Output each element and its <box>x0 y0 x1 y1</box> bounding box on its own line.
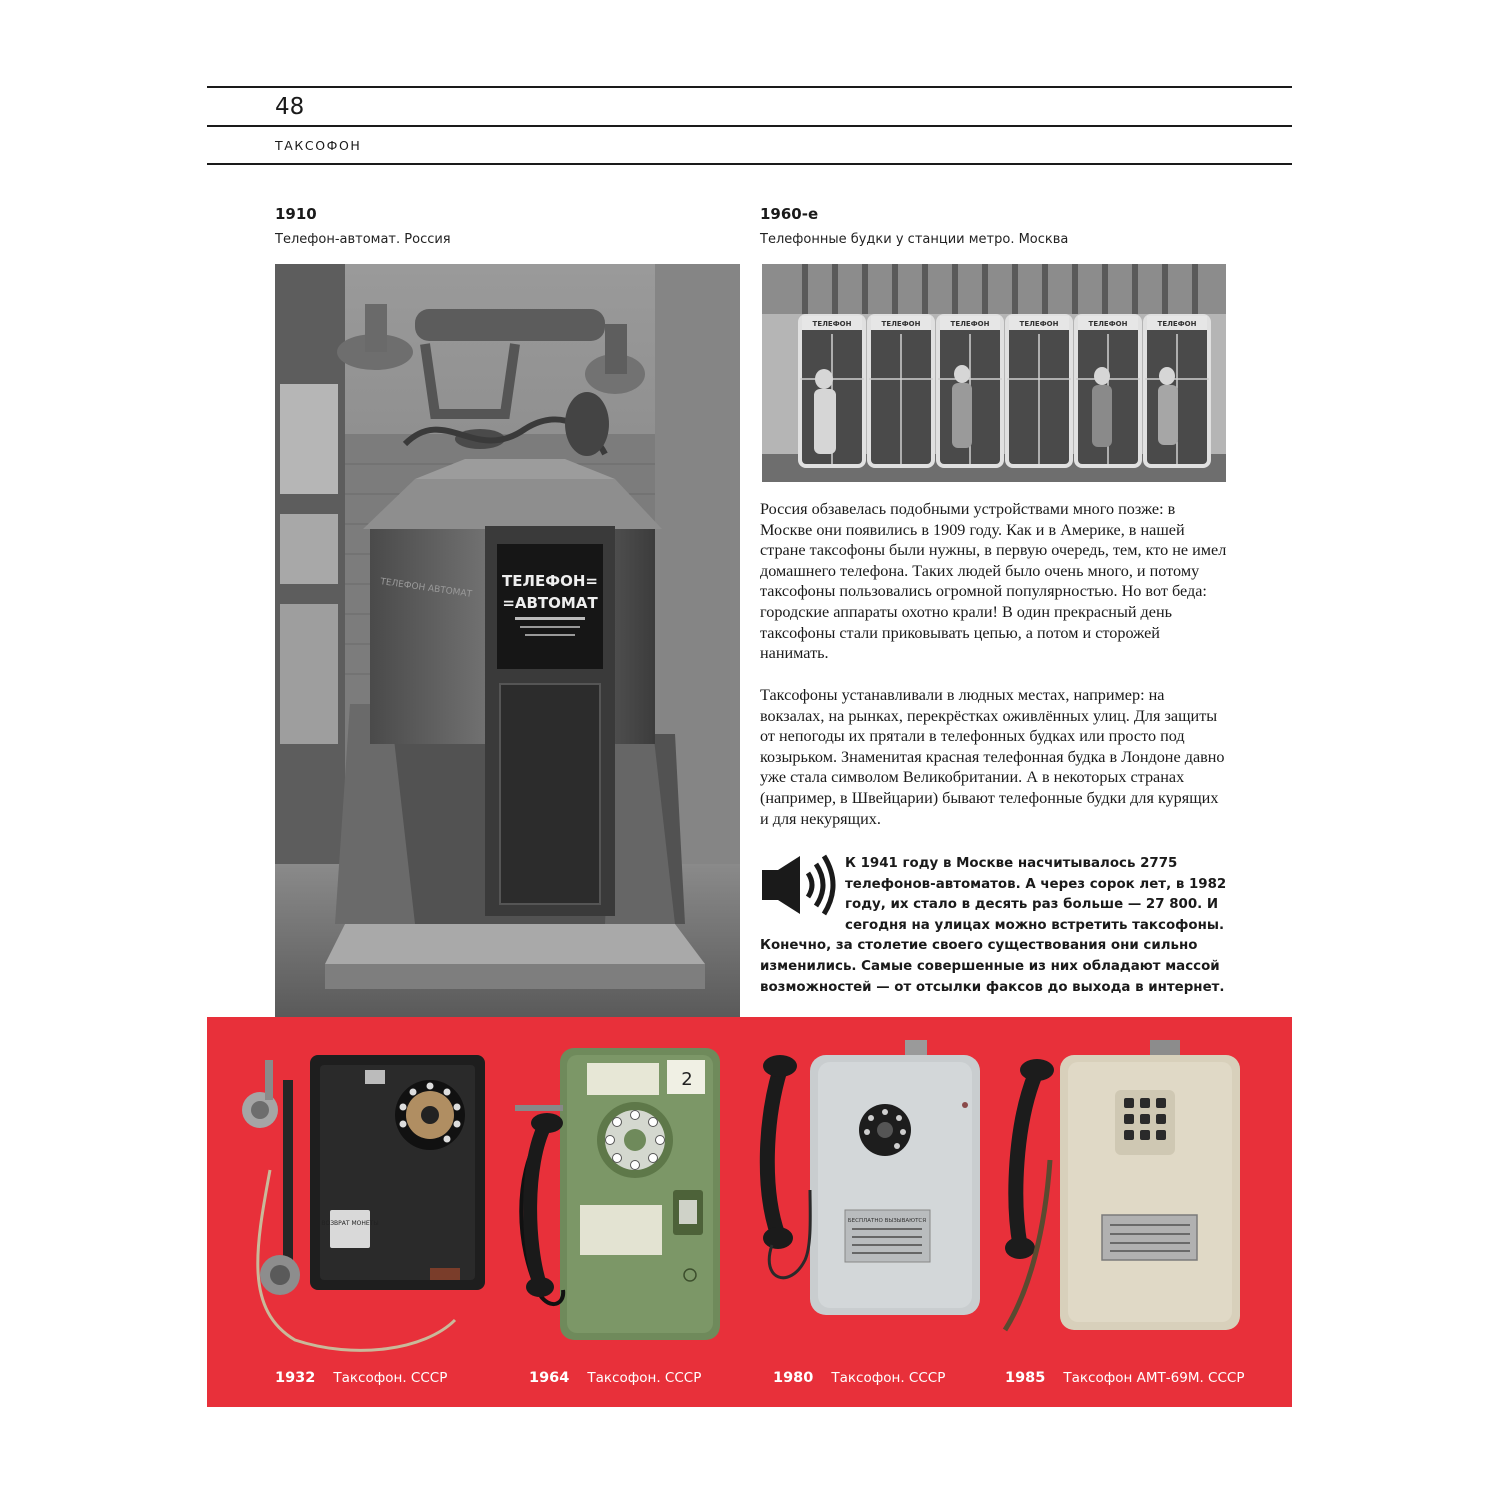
phone-1932-image <box>235 1050 495 1364</box>
phone-1932-caption <box>275 1369 447 1387</box>
phone-1980-image <box>750 1040 995 1334</box>
phone-1985-caption <box>1005 1369 1244 1387</box>
booth-label-5: ТЕЛЕФОН <box>1088 320 1128 328</box>
paragraph-locations: Таксофоны устанавливали в людных местах, например: на вокзалах, на рынках, перекрёстках оживлённых улиц. Для защиты от непогоды их прятали в телефонных будках или просто под козырьком. Знаменитая красная телефонная будка в Лондоне давно уже стала символом Великобритании. А в некоторых странах (например, в Швейцарии) бывают телефонные будки для курящих и для некурящих. <box>760 686 1225 828</box>
kiosk-sign-line1: ТЕЛЕФОН= <box>502 572 598 590</box>
phone-1985-year: 1985 <box>1005 1370 1046 1386</box>
booth-label-2: ТЕЛЕФОН <box>881 320 921 328</box>
fact-paragraph <box>760 854 1230 998</box>
phone-1980-caption <box>773 1369 945 1387</box>
photo-1960s-phone-booths <box>762 264 1226 482</box>
section-title: ТАКСОФОН <box>275 138 362 153</box>
left-photo-year: 1910 <box>275 205 317 223</box>
phone-1964-caption <box>529 1369 701 1387</box>
left-photo-caption: Телефон-автомат. Россия <box>275 232 451 247</box>
booth-label-4: ТЕЛЕФОН <box>1019 320 1059 328</box>
paragraph-history: Россия обзавелась подобными устройствами много позже: в Москве они появились в 1909 году. Как и в Америке, в нашей стране таксофоны были нужны, в первую очередь, тем, кто не имел домашнего телефона. Таких людей было очень много, и потому таксофоны пользовались огромной популярностью. Но вот беда: городские аппараты охотно крали! В один прекрасный день таксофоны стали приковывать цепью, а потом и сторожей нанимать. <box>760 500 1227 663</box>
booth-label-3: ТЕЛЕФОН <box>950 320 990 328</box>
fact-icon-spacer <box>760 854 845 916</box>
phone-1964-image <box>505 1045 725 1349</box>
page-number: 48 <box>275 94 305 120</box>
section-rule <box>207 163 1292 165</box>
phone-1985-label: Таксофон АМТ-69М. СССР <box>1063 1370 1245 1386</box>
fact-text: К 1941 году в Москве насчитывалось 2775 телефонов-автоматов. А через сорок лет, в 1982 году, их стало в десять раз больше — 27 800. И сегодня на улицах можно встретить таксофоны. Конечно, за столетие своего существования они сильно изменились. Самые совершенные из них обладают массой возможностей — от отсылки факсов до выхода в интернет. <box>760 856 1227 995</box>
booth-label-1: ТЕЛЕФОН <box>812 320 852 328</box>
phone-1980-plate: БЕСПЛАТНО ВЫЗЫВАЮТСЯ <box>847 1218 927 1224</box>
phone-1932-label: Таксофон. СССР <box>333 1370 448 1386</box>
booth-label-6: ТЕЛЕФОН <box>1157 320 1197 328</box>
phone-1980-year: 1980 <box>773 1370 814 1386</box>
phone-1985-image <box>990 1040 1250 1349</box>
phone-1964-coin-digit: 2 <box>681 1069 693 1090</box>
right-photo-year: 1960-е <box>760 205 819 223</box>
kiosk-side-text: ТЕЛЕФОН АВТОМАТ <box>379 577 473 600</box>
kiosk-sign-line2: =АВТОМАТ <box>502 594 598 612</box>
phone-1964-label: Таксофон. СССР <box>587 1370 702 1386</box>
right-photo-caption: Телефонные будки у станции метро. Москва <box>760 232 1069 247</box>
top-rule <box>207 86 1292 88</box>
header-rule <box>207 125 1292 127</box>
phone-1964-year: 1964 <box>529 1370 570 1386</box>
phone-1932-plate: ВОЗВРАТ МОНЕТЫ <box>321 1220 379 1227</box>
phone-1932-year: 1932 <box>275 1370 316 1386</box>
photo-1910-payphone-kiosk <box>275 264 740 1017</box>
phone-1980-label: Таксофон. СССР <box>831 1370 946 1386</box>
